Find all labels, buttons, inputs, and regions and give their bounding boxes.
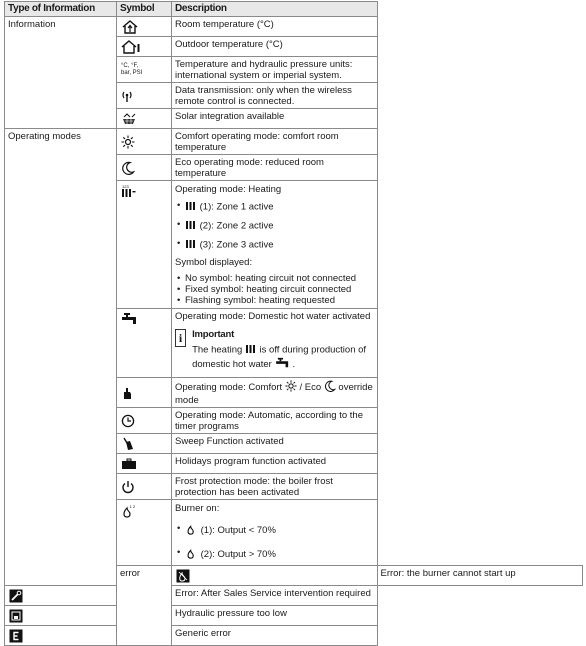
solar-icon	[121, 112, 137, 126]
important-text-b: is off during production of domestic hot water	[192, 344, 367, 371]
group-error: error	[117, 566, 172, 646]
power-icon	[121, 480, 135, 494]
desc-comfort: Comfort operating mode: comfort room temperature	[172, 129, 378, 155]
table-row	[5, 606, 583, 626]
sun-icon	[285, 380, 297, 395]
symbol-cell	[117, 500, 172, 566]
wrench-icon	[9, 589, 23, 603]
group-information: Information	[5, 17, 117, 129]
zone3-text: (3): Zone 3 active	[199, 239, 274, 251]
symbol-cell	[117, 155, 172, 181]
desc-eco: Eco operating mode: reduced room temperature	[172, 155, 378, 181]
symbol-cell	[5, 626, 117, 646]
desc-no-start: Error: the burner cannot start up	[377, 566, 583, 586]
clock-icon	[121, 414, 135, 428]
moon-icon	[121, 161, 135, 175]
symbol-cell	[117, 109, 172, 129]
list-item: • Fixed symbol: heating circuit connected	[175, 284, 374, 295]
symbol-cell	[117, 309, 172, 378]
symbol-cell	[117, 474, 172, 500]
list-item	[175, 547, 374, 562]
symbol-cell	[5, 606, 117, 626]
desc-auto: Operating mode: Automatic, according to the timer programs	[172, 408, 378, 434]
important-text-a: The heating	[192, 344, 243, 356]
desc-solar: Solar integration available	[172, 109, 378, 129]
header-type: Type of Information	[5, 2, 117, 17]
symbol-cell	[117, 129, 172, 155]
house-up-arrow-icon	[121, 20, 139, 34]
symbol-cell	[117, 408, 172, 434]
symbol-cell	[172, 566, 378, 586]
override-text-c: override mode	[175, 382, 373, 406]
svg-text:1 2: 1 2	[129, 504, 135, 509]
radiator-icon	[121, 184, 137, 198]
desc-units: Temperature and hydraulic pressure units: international system or imperial system.	[172, 57, 378, 83]
radiator-icon	[185, 238, 197, 252]
desc-pressure: Hydraulic pressure too low	[172, 606, 378, 626]
desc-outdoor-temp: Outdoor temperature (°C)	[172, 37, 378, 57]
dhw-text: Operating mode: Domestic hot water activated	[175, 311, 371, 322]
sweep-icon	[121, 437, 135, 451]
output1-text: (1): Output < 70%	[200, 525, 276, 537]
list-item	[175, 523, 374, 538]
override-text-b: / Eco	[299, 382, 322, 394]
symbol-cell	[117, 57, 172, 83]
symbol-cell	[5, 586, 117, 606]
desc-heating	[172, 181, 378, 309]
tap-icon	[274, 357, 292, 372]
table-row	[5, 586, 583, 606]
hand-icon	[121, 386, 133, 400]
desc-dhw	[172, 309, 378, 378]
units-icon: °C, °F, bar, PSI	[121, 63, 143, 76]
tap-icon	[121, 312, 139, 326]
list-item	[175, 238, 374, 252]
info-icon: i	[175, 329, 186, 347]
heating-title: Operating mode: Heating	[175, 184, 282, 195]
important-title: Important	[192, 329, 235, 340]
burner-on: Burner on:	[175, 503, 220, 514]
desc-burner	[172, 500, 378, 566]
table-header	[5, 2, 583, 17]
desc-generic: Generic error	[172, 626, 378, 646]
table-row	[5, 129, 583, 155]
svg-text:123: 123	[122, 184, 129, 189]
moon-icon	[324, 380, 336, 395]
pressure-gauge-icon	[9, 609, 23, 623]
generic-error-icon	[9, 629, 23, 643]
symbol-cell	[117, 434, 172, 454]
output2-text: (2): Output > 70%	[200, 549, 276, 561]
symbol-table	[4, 1, 583, 646]
radiator-icon	[185, 200, 197, 214]
symbol-cell	[117, 17, 172, 37]
symbol-cell	[117, 181, 172, 309]
burner-error-icon	[176, 569, 190, 583]
symbol-displayed: Symbol displayed:	[175, 257, 253, 268]
zone2-text: (2): Zone 2 active	[199, 220, 274, 232]
radiator-icon	[245, 343, 257, 357]
house-thermometer-icon	[121, 40, 141, 54]
sun-icon	[121, 135, 135, 149]
list-item	[175, 200, 374, 214]
suitcase-icon	[121, 458, 137, 470]
desc-sweep: Sweep Function activated	[172, 434, 378, 454]
list-item: • No symbol: heating circuit not connected	[175, 273, 374, 284]
group-operating-modes: Operating modes	[5, 129, 117, 586]
table-row	[5, 17, 583, 37]
list-item	[175, 219, 374, 233]
zone1-text: (1): Zone 1 active	[199, 201, 274, 213]
symbol-cell	[117, 454, 172, 474]
header-description: Description	[172, 2, 378, 17]
desc-override	[172, 378, 378, 408]
important-note: i Important The heating is off during production of domestic hot water .	[175, 329, 374, 372]
list-item: • Flashing symbol: heating requested	[175, 295, 374, 306]
flame-icon	[185, 547, 198, 562]
desc-data-tx: Data transmission: only when the wireless remote control is connected.	[172, 83, 378, 109]
flame-icon	[185, 523, 198, 538]
table-row	[5, 626, 583, 646]
symbol-cell	[117, 378, 172, 408]
desc-room-temp: Room temperature (°C)	[172, 17, 378, 37]
symbol-cell	[117, 83, 172, 109]
desc-frost: Frost protection mode: the boiler frost protection has been activated	[172, 474, 378, 500]
desc-holiday: Holidays program function activated	[172, 454, 378, 474]
override-text-a: Operating mode: Comfort	[175, 382, 283, 394]
symbol-cell	[117, 37, 172, 57]
flame-icon	[121, 504, 135, 518]
wireless-icon	[121, 90, 133, 103]
header-symbol: Symbol	[117, 2, 172, 17]
radiator-icon	[185, 219, 197, 233]
desc-after-sales: Error: After Sales Service intervention required	[172, 586, 378, 606]
